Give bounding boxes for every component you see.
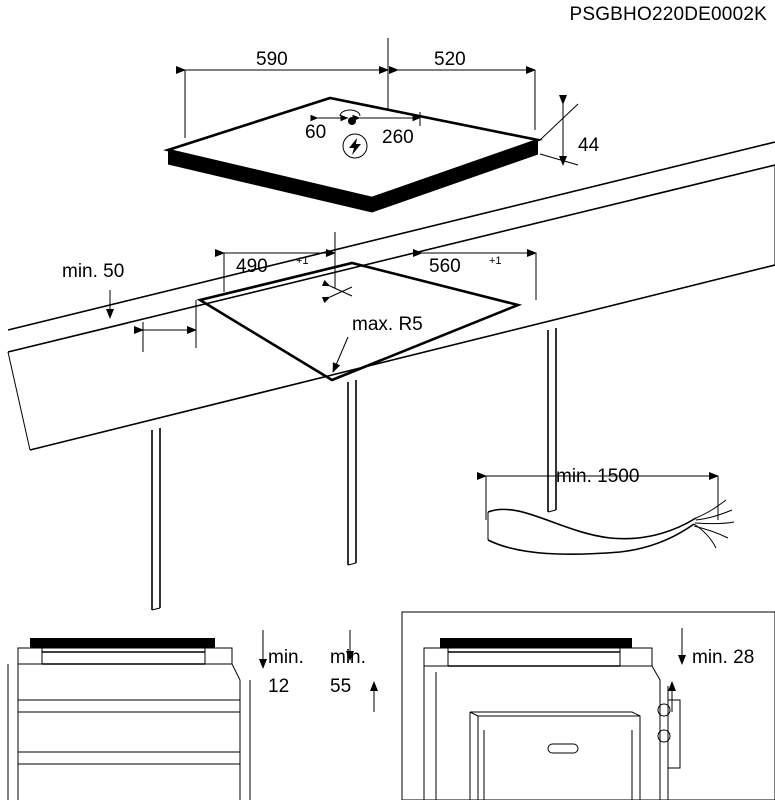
dimension-560	[422, 253, 536, 300]
dimension-560-tolerance: +1	[489, 255, 502, 267]
worktop-view	[8, 142, 775, 610]
dimension-44	[540, 104, 600, 165]
section-left-clearance-label: min.	[330, 647, 366, 668]
dimension-590-label: 590	[256, 49, 288, 70]
dimension-min-50-label: min. 50	[62, 261, 125, 282]
section-left-gap-label: min.	[268, 647, 304, 668]
dimension-490-tolerance: +1	[296, 255, 309, 267]
dimension-260-label: 260	[382, 127, 414, 148]
dimension-44-label: 44	[578, 135, 600, 156]
section-left-view	[8, 630, 374, 800]
dimension-490	[224, 232, 335, 292]
cable-view	[486, 466, 734, 554]
dimension-min-50	[62, 261, 196, 352]
section-left-clearance-value: 55	[330, 676, 352, 697]
dimension-490-label: 490	[236, 256, 268, 277]
section-left-gap-value: 12	[268, 676, 290, 697]
dimension-60	[305, 118, 348, 143]
hob-isometric-view	[168, 98, 538, 212]
section-right-clearance-label: min. 28	[692, 647, 755, 668]
label-max-r5	[330, 286, 423, 372]
dimension-520-label: 520	[434, 49, 466, 70]
dimension-560-label: 560	[429, 256, 461, 277]
dimension-60-label: 60	[305, 122, 327, 143]
document-code: PSGBHO220DE0002K	[569, 4, 767, 25]
section-right-view	[402, 612, 775, 800]
cable-length-label: min. 1500	[556, 466, 640, 487]
dimension-260	[360, 112, 420, 148]
power-connection-icon	[343, 134, 367, 158]
dimension-590	[185, 38, 388, 138]
max-r5-label: max. R5	[352, 314, 423, 335]
